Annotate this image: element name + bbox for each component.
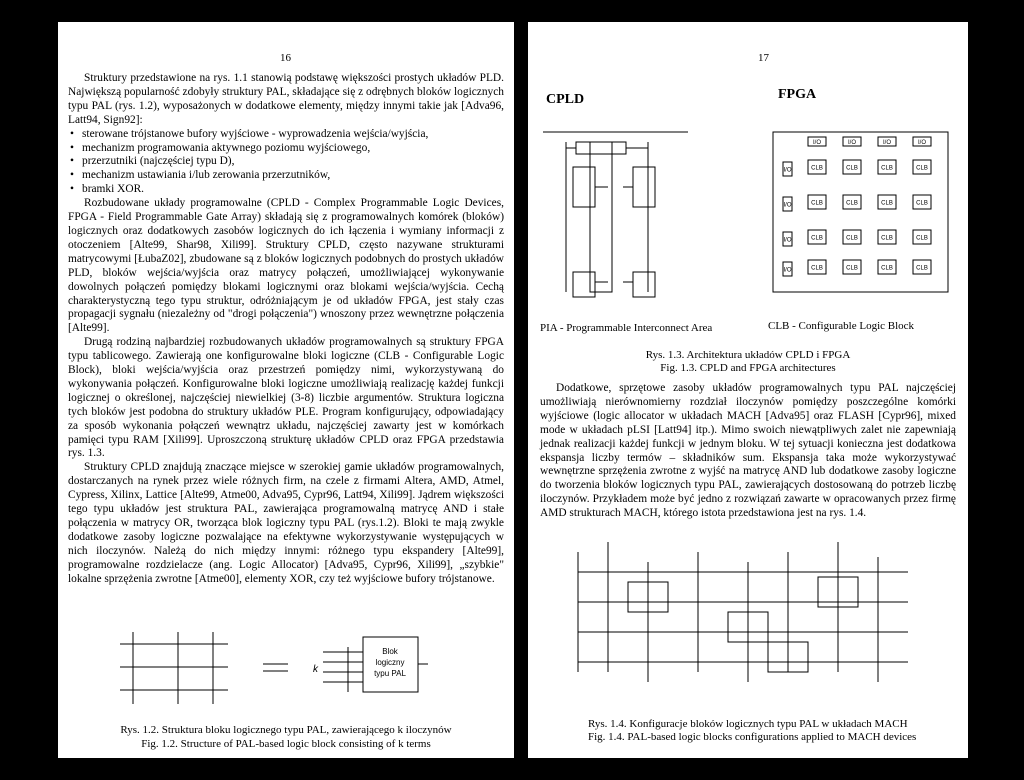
clb-block-label: CLB (846, 200, 858, 207)
mach-config-figure (568, 532, 928, 712)
block-label-1: Blok (382, 647, 398, 656)
paragraph: Drugą rodziną najbardziej rozbudowanych układów programowalnych są struktury FPGA typu tablicowego. Zawierają one konfigurowalne bloki logiczne (CLB - Configurable Logic Block), bloki wejścia/wyjścia oraz przestrzeń pomiędzy nimi, wykorzystywaną do wykonywania połączeń. Konfigurowalne bloki logiczne umożliwiają realizację każdej funkcji logicznej o określonej, najczęściej niewielkiej (3-8) liczbie argumentów. Struktura logiczna tych bloków jest podobna do struktury układów PLE. Program konfigurujący, odpowiadający za sposób wykonania połączeń wewnątrz układu, najczęściej zawarty jest w komórkach pamięci typu RAM [Xili99]. Uproszczoną strukturę układów CPLD oraz FPGA przedstawia rys. 1.3. (68, 336, 504, 460)
clb-block-label: CLB (916, 235, 928, 242)
left-body-text (68, 72, 504, 587)
list-item: • sterowane trójstanowe bufory wyjściowe - wyprowadzenia wejścia/wyjścia, (82, 128, 504, 142)
architecture-figure (538, 112, 958, 322)
io-block-label: I/O (812, 140, 822, 146)
pia-label: PIA - Programmable Interconnect Area (540, 322, 713, 334)
clb-block-label: CLB (811, 235, 823, 242)
figure-caption-pl: Rys. 1.3. Architektura układów CPLD i FPGA (645, 349, 851, 361)
k-label: k (313, 664, 318, 675)
io-block-label: I/O (847, 140, 857, 146)
clb-block-label: CLB (916, 200, 928, 207)
clb-block-label: CLB (811, 200, 823, 207)
figure-caption-en: Fig. 1.4. PAL-based logic blocks configurations applied to MACH devices (588, 731, 917, 743)
list-item: • mechanizm programowania aktywnego poziomu wyjściowego, (82, 142, 504, 156)
figure-caption-pl: Rys. 1.4. Konfiguracje bloków logicznych typu PAL w układach MACH (588, 718, 908, 730)
clb-block-label: CLB (811, 165, 823, 172)
figure-caption-pl: Rys. 1.2. Struktura bloku logicznego typu PAL, zawierającego k iloczynów (120, 724, 452, 736)
paragraph: Struktury CPLD znajdują znaczące miejsce w szerokiej gamie układów programowalnych, dostarczanych na rynek przez wiele różnych firm, na czele z firmami Altera, AMD, Atmel, Cypress, Xilinx, Lattice [Alte99, Atme00, Adva95, Cypr96, Latt94, Xili99]. Jądrem większości tego typu układów jest struktura PAL, zawierająca programowalną matrycę AND i stałe połączenia w matrycy OR, tworząca blok logiczny typu PAL (rys.1.2). Bloki te mają zwykle dodatkowe zasoby logiczne pozwalające na efektywne wykorzystywanie występujących w nich iloczynów. Należą do nich między innymi: różnego typu ekspandery [Alte99], programowalne rozdzielacze (ang. Logic Allocator) [Adva95, Cypr96, Xili99], „szybkie" lokalne sprzężenia zwrotne [Atme00], elementy XOR, czy też wyjściowe bufory trójstanowe. (68, 461, 504, 585)
fpga-cell-grid (783, 137, 931, 276)
figure-caption-en: Fig. 1.2. Structure of PAL-based logic block consisting of k terms (141, 738, 431, 750)
io-block-label: I/O (783, 237, 792, 244)
block-label-3: typu PAL (374, 669, 406, 678)
clb-block-label: CLB (881, 165, 893, 172)
feature-list (68, 128, 504, 198)
paragraph: Struktury przedstawione na rys. 1.1 stanowią podstawę większości prostych układów PLD. Największą popularność zdobyły struktury PAL, składające się z odrębnych bloków logicznych typu PAL (rys. 1.2), wyposażonych w dodatkowe elementy, między innymi takie jak [Adva96, Latt94, Sign92]: (68, 72, 504, 126)
io-block-label: I/O (783, 167, 792, 174)
io-block-label: I/O (783, 267, 792, 274)
clb-block-label: CLB (846, 265, 858, 272)
clb-block-label: CLB (811, 265, 823, 272)
paragraph: Rozbudowane układy programowalne (CPLD - Complex Programmable Logic Devices, FPGA - Field Programmable Gate Array) składają się z programowalnych komórek (bloków) logicznych oraz dodatkowych zasobów logicznych do ich łączenia i wymiany informacji z otoczeniem [Alte99, Shar98, Xili99]. Struktury CPLD, często nazywane strukturami matrycowymi [ŁubaZ02], zbudowane są z bloków logicznych podobnych do prostych układów PLD, bloków wejścia/wyjścia oraz matrycy połączeń, umożliwiającej wykonywanie dowolnych połączeń pomiędzy blokami logicznymi oraz blokami wejścia/wyjścia. Cechą charakterystyczną tego typu struktur, odróżniającym je od układów FPGA, jest stały czas propagacji sygnału (niezależny od "drogi połączenia") wnoszony przez wewnętrzne połączenia [Alte99]. (68, 197, 504, 335)
io-block-label: I/O (882, 140, 892, 146)
clb-block-label: CLB (916, 165, 928, 172)
left-page (58, 22, 514, 758)
right-body-text (540, 382, 956, 521)
clb-description: CLB - Configurable Logic Block (768, 320, 915, 332)
cpld-title: CPLD (546, 92, 585, 107)
io-block-label: I/O (783, 202, 792, 209)
clb-block-label: CLB (846, 235, 858, 242)
figure-caption-en: Fig. 1.3. CPLD and FPGA architectures (660, 362, 836, 374)
fpga-title: FPGA (778, 87, 817, 102)
clb-block-label: CLB (881, 235, 893, 242)
pal-block-figure (108, 622, 428, 712)
io-block-label: I/O (917, 140, 927, 146)
clb-block-label: CLB (846, 165, 858, 172)
clb-block-label: CLB (881, 200, 893, 207)
clb-block-label: CLB (881, 265, 893, 272)
page-number: 16 (280, 52, 291, 64)
list-item: • przerzutniki (najczęściej typu D), (82, 155, 504, 169)
block-label-2: logiczny (375, 658, 405, 667)
page-number: 17 (758, 52, 769, 64)
paragraph: Dodatkowe, sprzętowe zasoby układów programowalnych typu PAL najczęściej umożliwiają nierównomierny rozdział iloczynów pomiędzy poszczególne komórki wyjściowe (logic allocator w układach MACH [Adva95] oraz FLASH [Cypr96], mixed mode w układach pLSI [Latt94] itp.). Mimo swoich niewątpliwych zalet nie zapewniają jednak realizacji każdej funkcji w jednym bloku. W tej sytuacji konieczna jest dodatkowa ekspansja liczby termów – składników sum. Ekspansja taka może wykorzystywać wewnętrzne sprzężenia zwrotne z wyjść na matrycę AND lub dodatkowe zasoby logiczne do tworzenia bloków logicznych typu PAL, zawierających dostosowaną do potrzeb liczbę iloczynów. Przykładem może być jedno z rozwiązań zawarte w opracowanych przez firmę AMD strukturach MACH, którego istota przedstawiona jest na rys. 1.4. (540, 382, 956, 520)
list-item: • bramki XOR. (82, 183, 504, 197)
clb-block-label: CLB (916, 265, 928, 272)
right-page (528, 22, 968, 758)
list-item: • mechanizm ustawiania i/lub zerowania przerzutników, (82, 169, 504, 183)
